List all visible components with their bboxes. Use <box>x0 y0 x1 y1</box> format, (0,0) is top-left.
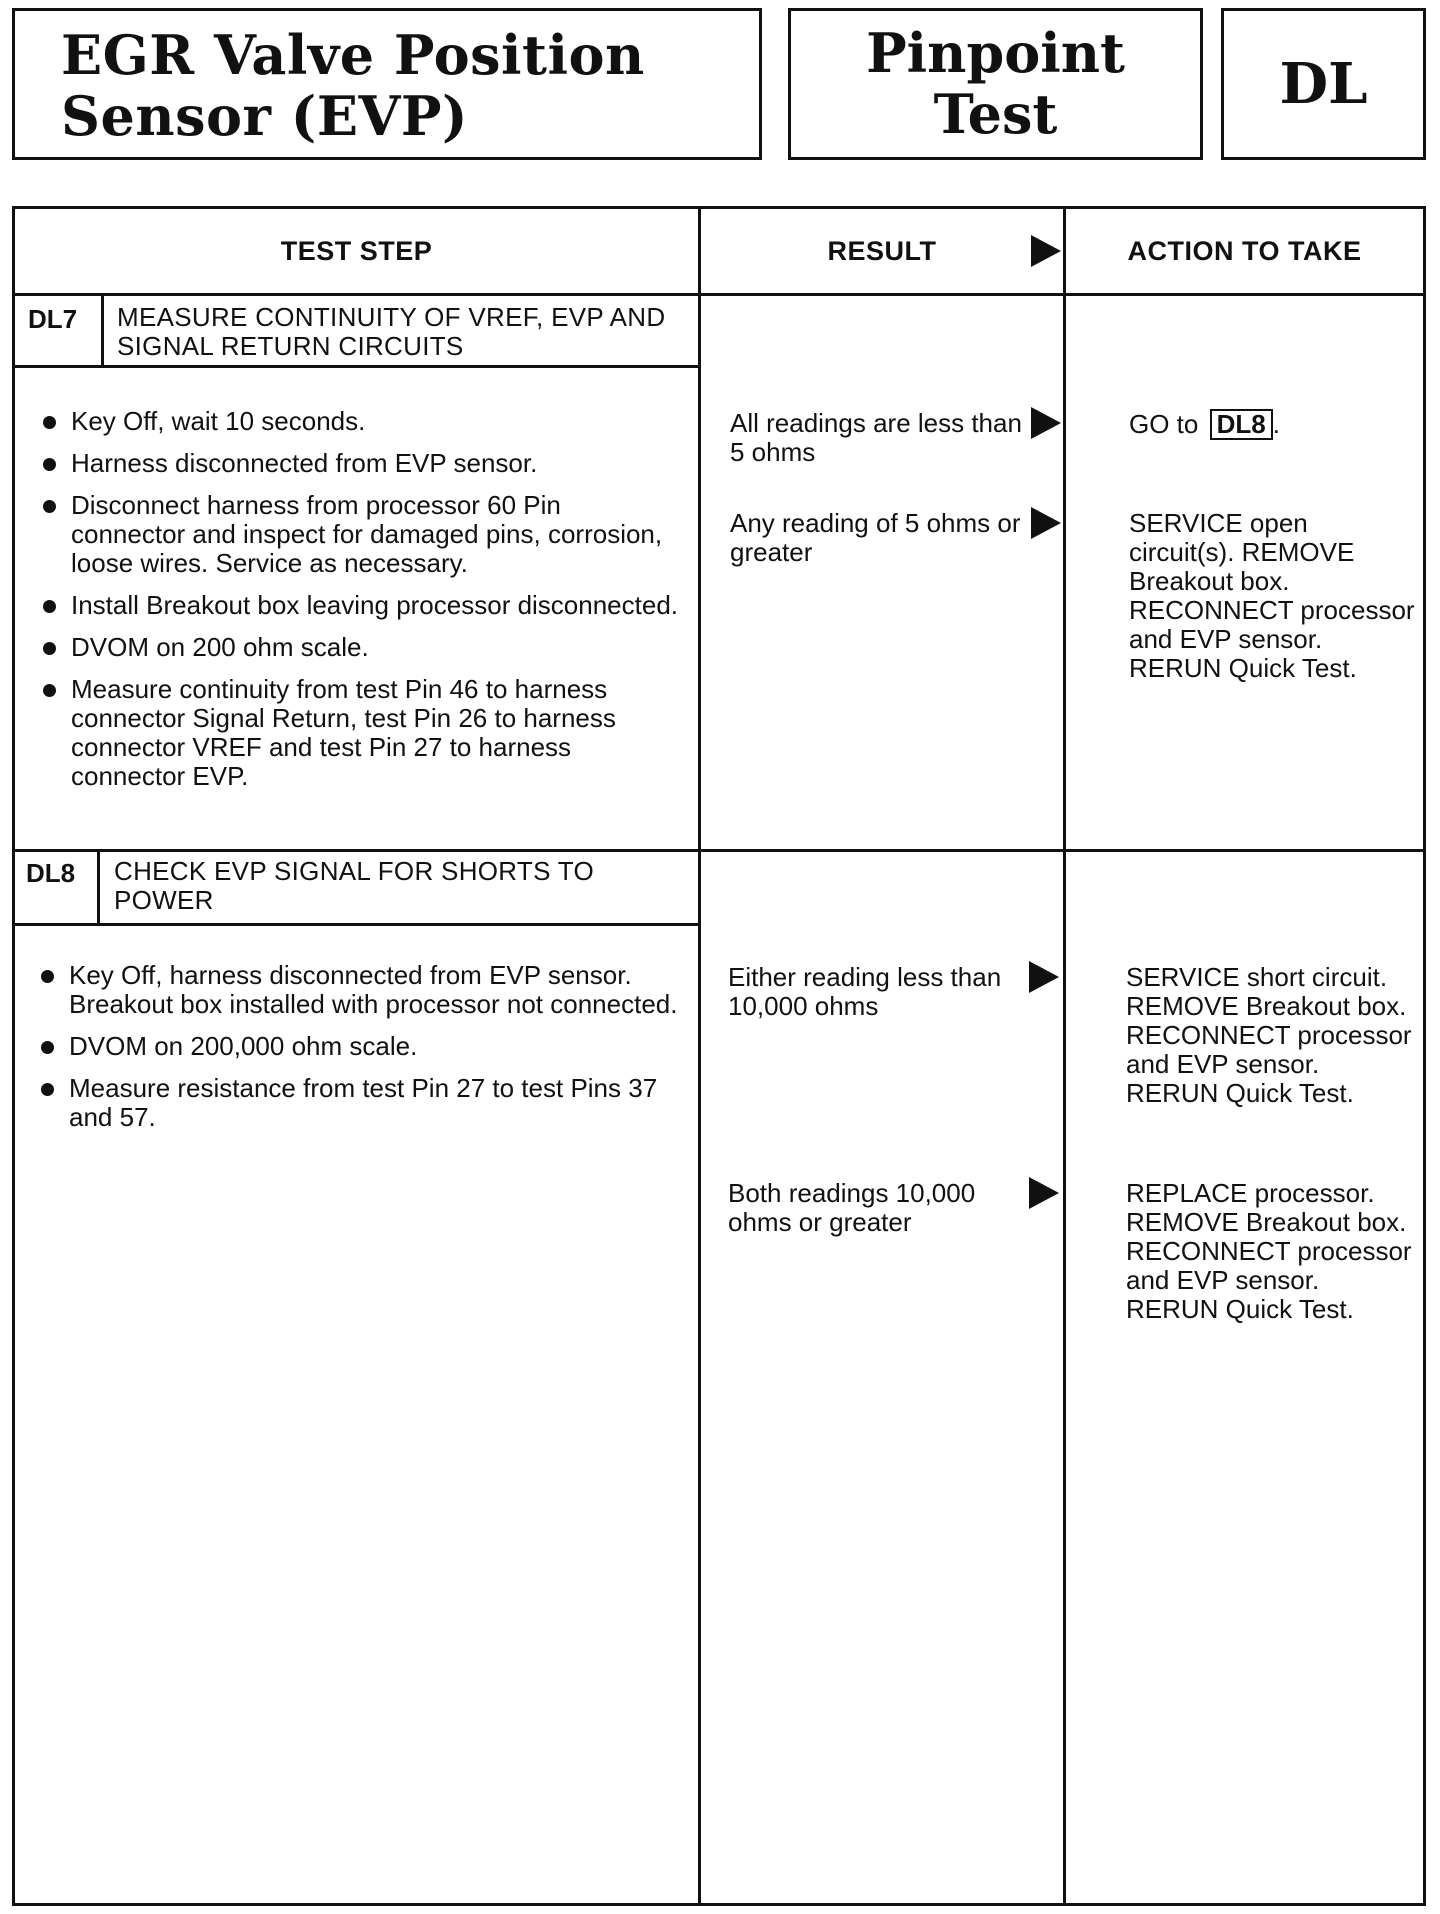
instruction-item: Disconnect harness from processor 60 Pin connector and inspect for damaged pins, corrosion, loose wires. Service as necessary. <box>41 491 681 578</box>
step-instructions <box>41 407 681 804</box>
test-type-line1: Pinpoint <box>866 21 1125 85</box>
instruction-item: Key Off, harness disconnected from EVP sensor. Breakout box installed with processor not connected. <box>39 961 684 1019</box>
instruction-item: DVOM on 200 ohm scale. <box>41 633 681 662</box>
row-divider <box>15 849 1423 852</box>
result-arrow-icon <box>1031 507 1061 539</box>
step-id-divider <box>101 296 104 365</box>
step-title: MEASURE CONTINUITY OF VREF, EVP AND SIGNAL RETURN CIRCUITS <box>117 302 666 361</box>
test-type-box <box>788 8 1203 160</box>
pinpoint-test-table <box>12 206 1426 1906</box>
result-arrow-icon <box>1031 407 1061 439</box>
column-header-result: RESULT <box>827 235 937 266</box>
action-goto-prefix: GO to <box>1129 409 1199 439</box>
instruction-item: Harness disconnected from EVP sensor. <box>41 449 681 478</box>
result-text: Any reading of 5 ohms or greater <box>730 508 1021 567</box>
instruction-item: Measure continuity from test Pin 46 to harness connector Signal Return, test Pin 26 to harness connector VREF and test Pin 27 to harness connector EVP. <box>41 675 681 791</box>
result-text: All readings are less than 5 ohms <box>730 408 1022 467</box>
column-divider <box>1063 209 1066 1903</box>
step-instructions <box>39 961 684 1145</box>
test-code: DL <box>1279 51 1368 117</box>
column-header-action: ACTION TO TAKE <box>1127 235 1362 266</box>
action-text <box>1129 409 1419 440</box>
instruction-item: Key Off, wait 10 seconds. <box>41 407 681 436</box>
header-divider <box>15 293 1423 296</box>
step-id: DL7 <box>28 304 78 334</box>
result-text: Either reading less than 10,000 ohms <box>728 962 1002 1021</box>
step-title-divider <box>15 365 701 368</box>
result-arrow-icon <box>1029 961 1059 993</box>
page-title-line2: Sensor (EVP) <box>61 84 469 148</box>
page-title-line1: EGR Valve Position <box>61 23 645 87</box>
action-text: SERVICE short circuit. REMOVE Breakout box. RECONNECT processor and EVP sensor. RERUN Quick Test. <box>1126 962 1412 1108</box>
instruction-item: Measure resistance from test Pin 27 to test Pins 37 and 57. <box>39 1074 684 1132</box>
action-goto-suffix: . <box>1272 409 1280 439</box>
goto-step-link[interactable]: DL8 <box>1210 409 1273 440</box>
test-code-box <box>1221 8 1426 160</box>
action-text: REPLACE processor. REMOVE Breakout box. RECONNECT processor and EVP sensor. RERUN Quick Test. <box>1126 1178 1412 1324</box>
instruction-item: DVOM on 200,000 ohm scale. <box>39 1032 684 1061</box>
test-type-line2: Test <box>933 82 1058 146</box>
step-title-divider <box>15 923 701 926</box>
column-header-test-step: TEST STEP <box>280 235 433 266</box>
action-text: SERVICE open circuit(s). REMOVE Breakout box. RECONNECT processor and EVP sensor. RERUN Quick Test. <box>1129 508 1415 683</box>
step-title: CHECK EVP SIGNAL FOR SHORTS TO POWER <box>114 856 595 915</box>
title-box <box>12 8 762 160</box>
result-arrow-icon <box>1031 235 1061 267</box>
result-arrow-icon <box>1029 1177 1059 1209</box>
column-divider <box>698 209 701 1903</box>
step-id: DL8 <box>26 858 76 888</box>
result-text: Both readings 10,000 ohms or greater <box>728 1178 976 1237</box>
instruction-item: Install Breakout box leaving processor disconnected. <box>41 591 681 620</box>
step-id-divider <box>97 852 100 923</box>
